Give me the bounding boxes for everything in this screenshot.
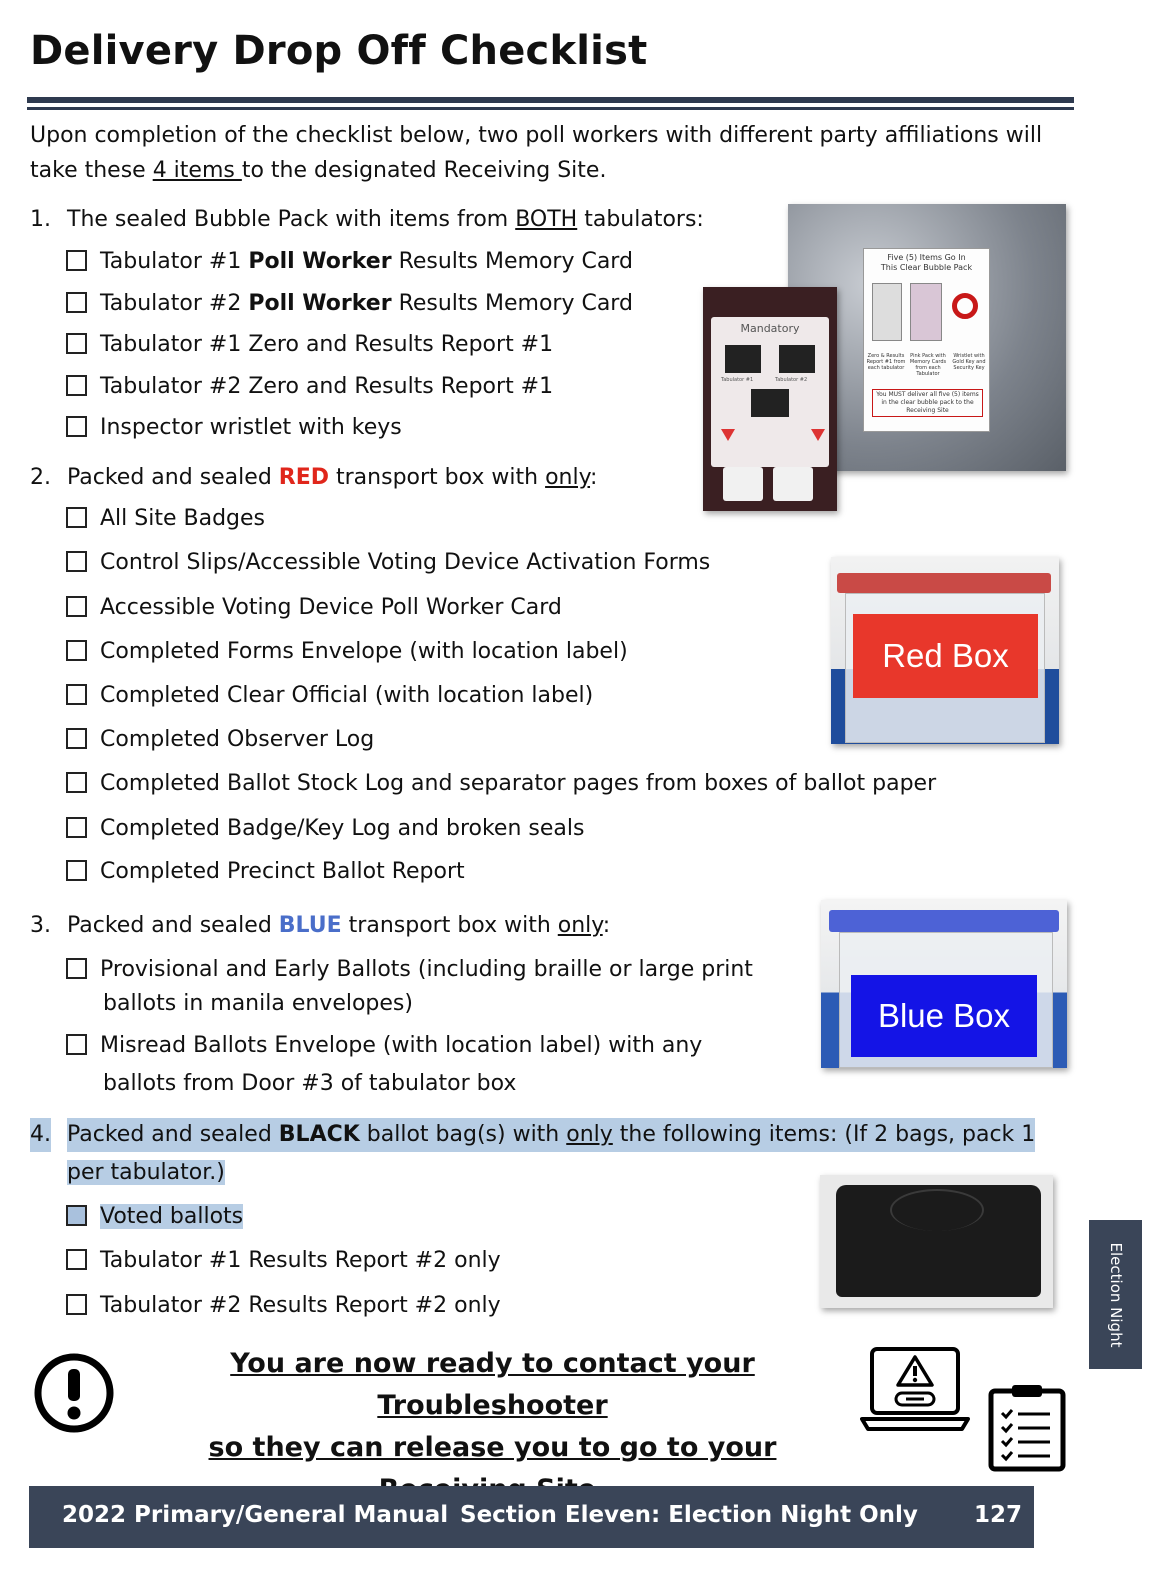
checklist-item-continuation: ballots from Door #3 of tabulator box <box>103 1071 517 1096</box>
black-ballot-bag-photo <box>820 1175 1053 1308</box>
laptop-warning-icon <box>860 1343 970 1438</box>
checklist-item: Tabulator #2 Poll Worker Results Memory Card <box>66 287 633 321</box>
checkbox[interactable] <box>66 958 87 979</box>
title-rule-thick <box>27 97 1074 103</box>
checklist-item: Completed Ballot Stock Log and separator pages from boxes of ballot paper <box>66 767 936 801</box>
wristlet-thumbnail <box>952 293 978 319</box>
exclamation-alert-icon <box>33 1352 115 1434</box>
intro-text-before: Upon completion of the checklist below, two poll workers with different party affiliations will take these <box>30 123 1043 183</box>
checkbox[interactable] <box>66 416 87 437</box>
checkbox[interactable] <box>66 640 87 661</box>
checklist-item: Control Slips/Accessible Voting Device Activation Forms <box>66 546 710 580</box>
section-1-text: The sealed Bubble Pack with items from BOTH tabulators: <box>67 207 704 232</box>
section-4-number: 4. <box>30 1118 51 1152</box>
ready-message-line-1: You are now ready to contact your Troubleshooter <box>230 1348 755 1421</box>
footer-section-title: Section Eleven: Election Night Only <box>460 1502 918 1528</box>
checklist-item-continuation: ballots in manila envelopes) <box>103 991 413 1016</box>
checklist-item: Voted ballots <box>66 1200 243 1234</box>
side-tab-election-night[interactable]: Election Night <box>1089 1220 1142 1369</box>
tabulator-2-card-thumbnail <box>779 345 815 373</box>
black-bag-handle <box>890 1189 984 1231</box>
checkbox[interactable] <box>66 551 87 572</box>
checklist-item: Accessible Voting Device Poll Worker Card <box>66 591 562 625</box>
checklist-item: Completed Badge/Key Log and broken seals <box>66 812 584 846</box>
checklist-item: All Site Badges <box>66 502 265 536</box>
memory-card-thumbnail <box>910 283 942 341</box>
checklist-item: Completed Clear Official (with location label) <box>66 679 593 713</box>
intro-text-after: to the designated Receiving Site. <box>241 158 607 183</box>
section-1-number: 1. <box>30 207 51 232</box>
section-2-heading <box>30 461 690 495</box>
blue-box-photo <box>821 900 1067 1068</box>
footer-manual-title: 2022 Primary/General Manual <box>62 1502 449 1528</box>
red-box-label: Red Box <box>853 614 1038 698</box>
red-box-lid <box>837 573 1051 593</box>
section-3-heading <box>30 909 690 943</box>
checklist-item: Completed Precinct Ballot Report <box>66 855 465 889</box>
ready-message-line-2: so they can release you to go to your <box>208 1432 777 1463</box>
section-4-heading-line2: per tabulator.) <box>67 1160 225 1185</box>
checkbox[interactable] <box>66 860 87 881</box>
checklist-item: Tabulator #1 Zero and Results Report #1 <box>66 328 553 362</box>
footer-page-number: 127 <box>974 1502 1023 1528</box>
checkbox[interactable] <box>66 507 87 528</box>
checklist-item: Provisional and Early Ballots (including braille or large print <box>66 953 753 987</box>
checkbox[interactable] <box>66 1294 87 1315</box>
checkbox[interactable] <box>66 817 87 838</box>
bubble-pack-instruction-card: Five (5) Items Go In This Clear Bubble Pack Zero & Results Report #1 from each tabulator Pink Pack with Memory Cards from each Tabulator Wristlet with Gold Key and Security Key You MUST deliver all five (5) items in the clear bubble pack to the Receiving Site <box>863 248 990 432</box>
checkbox[interactable] <box>66 596 87 617</box>
checkbox[interactable] <box>66 1205 87 1226</box>
checkbox[interactable] <box>66 250 87 271</box>
arrow-down-icon <box>721 429 735 441</box>
checkbox[interactable] <box>66 375 87 396</box>
checklist-item: Inspector wristlet with keys <box>66 411 402 445</box>
checkbox[interactable] <box>66 333 87 354</box>
intro-paragraph <box>30 118 1090 188</box>
section-1-heading <box>30 203 770 237</box>
checkbox[interactable] <box>66 1249 87 1270</box>
checkbox[interactable] <box>66 684 87 705</box>
blue-box-label: Blue Box <box>851 975 1037 1057</box>
checklist-item: Tabulator #2 Results Report #2 only <box>66 1289 501 1323</box>
arrow-down-icon <box>811 429 825 441</box>
intro-items-count: 4 items <box>152 158 242 183</box>
checklist-item: Completed Forms Envelope (with location label) <box>66 635 628 669</box>
sd-card-thumbnail <box>751 389 789 417</box>
report-thumbnail <box>872 283 902 341</box>
checkbox[interactable] <box>66 1034 87 1055</box>
clipboard-checklist-icon <box>986 1383 1068 1473</box>
section-4-text: Packed and sealed BLACK ballot bag(s) with only the following items: (If 2 bags, pack 1 <box>67 1118 1035 1152</box>
page-footer <box>29 1486 1034 1548</box>
card-case-thumbnail <box>723 467 763 501</box>
tabulator-1-card-thumbnail <box>725 345 761 373</box>
checklist-item: Completed Observer Log <box>66 723 374 757</box>
checklist-item: Misread Ballots Envelope (with location label) with any <box>66 1029 702 1063</box>
checklist-item: Tabulator #1 Poll Worker Results Memory Card <box>66 245 633 279</box>
card-case-thumbnail <box>773 467 813 501</box>
checkbox[interactable] <box>66 292 87 313</box>
section-3-text: Packed and sealed BLUE transport box with only: <box>67 913 611 938</box>
section-3-number: 3. <box>30 913 51 938</box>
section-2-text: Packed and sealed RED transport box with only: <box>67 465 598 490</box>
checklist-item: Tabulator #1 Results Report #2 only <box>66 1244 501 1278</box>
checkbox[interactable] <box>66 728 87 749</box>
page-title: Delivery Drop Off Checklist <box>30 28 648 74</box>
blue-box-lid <box>829 910 1059 932</box>
section-4-heading <box>30 1118 1080 1152</box>
title-rule-thin <box>27 107 1074 110</box>
memory-card-pack-photo: Mandatory Tabulator #1 Tabulator #2 <box>703 287 837 511</box>
checklist-item: Tabulator #2 Zero and Results Report #1 <box>66 370 553 404</box>
checkbox[interactable] <box>66 772 87 793</box>
red-box-photo <box>831 557 1059 744</box>
section-2-number: 2. <box>30 465 51 490</box>
